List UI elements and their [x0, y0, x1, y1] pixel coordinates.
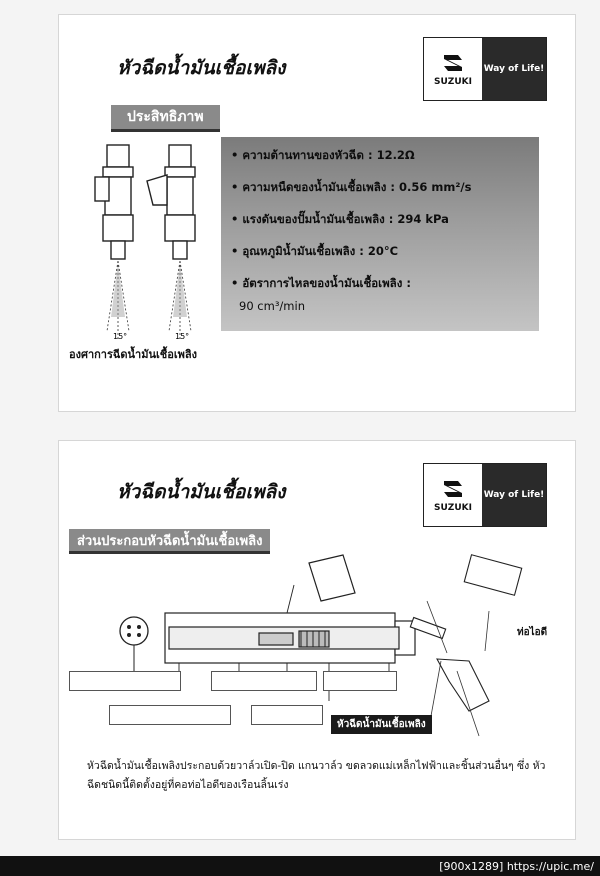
suzuki-logo	[423, 463, 547, 527]
injector-spray-illustration	[87, 141, 227, 341]
spec-item: • ความต้านทานของหัวฉีด : 12.2Ω	[231, 148, 415, 162]
part-label-box	[323, 671, 397, 691]
logo-tagline: Way of Life!	[482, 464, 546, 526]
section-heading: ประสิทธิภาพ	[111, 105, 220, 132]
spec-item: • อัตราการไหลของน้ำมันเชื้อเพลิง :	[231, 276, 411, 290]
spec-item: • แรงดันของปั๊มน้ำมันเชื้อเพลิง : 294 kPa	[231, 212, 449, 226]
part-label-box	[69, 671, 181, 691]
injector-cutaway-diagram	[59, 541, 575, 761]
image-host-footer: [900x1289] https://upic.me/	[0, 856, 600, 876]
suzuki-logo	[423, 37, 547, 101]
section-heading: ส่วนประกอบหัวฉีดน้ำมันเชื้อเพลิง	[69, 529, 270, 554]
part-label-box	[211, 671, 317, 691]
slide-performance	[58, 14, 576, 412]
suzuki-s-icon	[440, 51, 466, 75]
slide2-title: หัวฉีดน้ำมันเชื้อเพลิง	[117, 481, 286, 503]
slide-components	[58, 440, 576, 840]
slide1-title: หัวฉีดน้ำมันเชื้อเพลิง	[117, 57, 286, 79]
angle-label-right: 15°	[175, 332, 190, 341]
part-label-box	[109, 705, 231, 725]
spec-panel	[221, 137, 539, 331]
description-text: หัวฉีดน้ำมันเชื้อเพลิงประกอบด้วยวาล์วเปิด-ปิด แกนวาล์ว ขดลวดแม่เหล็กไฟฟ้าและชิ้นส่วนอื่นๆ ซึ่ง หัวฉีดชนิดนี้ติดตั้งอยู่ที่คอท่อไอดีของเรือนลิ้นเร่ง	[87, 760, 546, 791]
intake-manifold-label: ท่อไอดี	[517, 627, 548, 638]
angle-label-left: 15°	[113, 332, 128, 341]
spec-item: • ความหนืดของน้ำมันเชื้อเพลิง : 0.56 mm²/s	[231, 180, 472, 194]
spray-angle-caption: องศาการฉีดน้ำมันเชื้อเพลิง	[69, 348, 197, 361]
logo-brand: SUZUKI	[434, 77, 472, 87]
injector-label: หัวฉีดน้ำมันเชื้อเพลิง	[331, 715, 432, 734]
logo-brand: SUZUKI	[434, 503, 472, 513]
suzuki-s-icon	[440, 477, 466, 501]
logo-tagline: Way of Life!	[482, 38, 546, 100]
spec-item: • อุณหภูมิน้ำมันเชื้อเพลิง : 20°C	[231, 244, 399, 258]
spec-continuation: 90 cm³/min	[239, 299, 305, 313]
part-label-box	[251, 705, 323, 725]
